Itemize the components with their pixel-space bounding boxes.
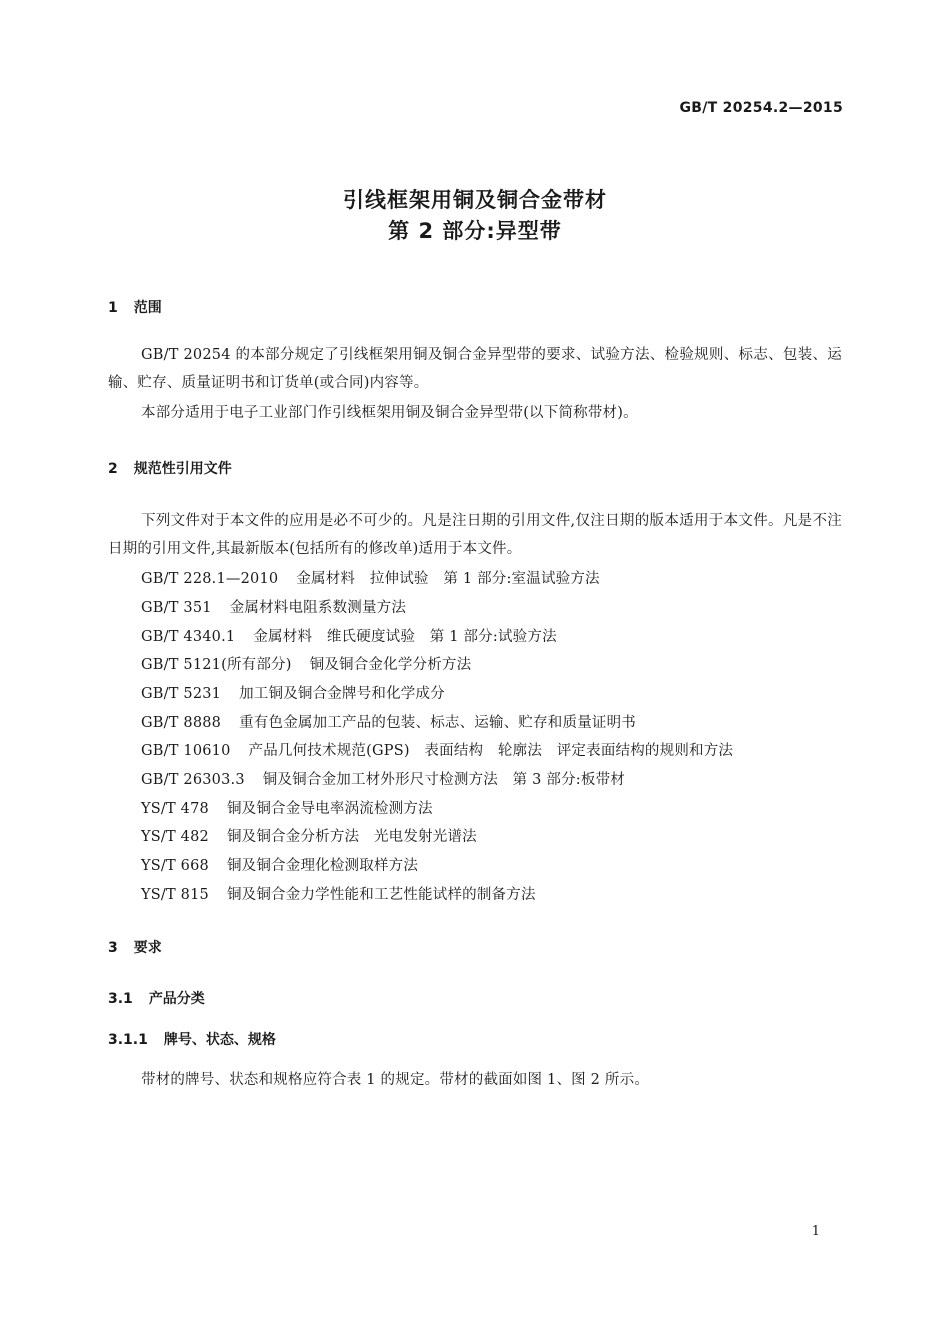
reference-item bbox=[141, 797, 433, 818]
subsection-title: 牌号、状态、规格 bbox=[163, 1032, 276, 1048]
section-title: 要求 bbox=[133, 940, 162, 956]
reference-code: YS/T 482 bbox=[141, 829, 209, 845]
reference-title: 铜及铜合金加工材外形尺寸检测方法 第 3 部分:板带材 bbox=[262, 772, 625, 788]
reference-title: 加工铜及铜合金牌号和化学成分 bbox=[239, 686, 445, 702]
standard-code: GB/T 20254.2—2015 bbox=[679, 100, 843, 116]
reference-item bbox=[141, 883, 536, 904]
reference-title: 铜及铜合金化学分析方法 bbox=[309, 657, 472, 673]
reference-item bbox=[141, 739, 733, 760]
reference-item bbox=[141, 854, 418, 875]
section-number: 1 bbox=[108, 300, 118, 316]
reference-title: 金属材料 拉伸试验 第 1 部分:室温试验方法 bbox=[296, 571, 600, 587]
reference-code: YS/T 478 bbox=[141, 801, 209, 817]
reference-title: 铜及铜合金导电率涡流检测方法 bbox=[226, 801, 433, 817]
requirements-paragraph: 带材的牌号、状态和规格应符合表 1 的规定。带材的截面如图 1、图 2 所示。 bbox=[141, 1072, 650, 1088]
subsection-heading-3-1 bbox=[108, 988, 205, 1008]
document-title-line2: 第 2 部分:异型带 bbox=[388, 219, 562, 243]
reference-code: GB/T 4340.1 bbox=[141, 629, 236, 645]
section-number: 2 bbox=[108, 461, 118, 477]
subsection-number: 3.1.1 bbox=[108, 1032, 148, 1048]
reference-code: GB/T 228.1—2010 bbox=[141, 571, 279, 587]
reference-title: 铜及铜合金力学性能和工艺性能试样的制备方法 bbox=[226, 887, 536, 903]
reference-title: 产品几何技术规范(GPS) 表面结构 轮廓法 评定表面结构的规则和方法 bbox=[248, 743, 734, 759]
scope-paragraph-1: GB/T 20254 的本部分规定了引线框架用铜及铜合金异型带的要求、试验方法、检验规则、标志、包装、运输、贮存、质量证明书和订货单(或合同)内容等。 bbox=[108, 347, 842, 391]
reference-code: GB/T 26303.3 bbox=[141, 772, 245, 788]
reference-title: 金属材料电阻系数测量方法 bbox=[229, 600, 407, 616]
reference-code: GB/T 5121(所有部分) bbox=[141, 657, 292, 673]
section-title: 范围 bbox=[133, 300, 162, 316]
page-number: 1 bbox=[811, 1224, 820, 1239]
section-number: 3 bbox=[108, 940, 118, 956]
reference-item bbox=[141, 682, 445, 703]
subsection-title: 产品分类 bbox=[148, 991, 205, 1007]
normative-refs-intro: 下列文件对于本文件的应用是必不可少的。凡是注日期的引用文件,仅注日期的版本适用于本文件。凡是不注日期的引用文件,其最新版本(包括所有的修改单)适用于本文件。 bbox=[108, 513, 842, 557]
scope-paragraph-2: 本部分适用于电子工业部门作引线框架用铜及铜合金异型带(以下简称带材)。 bbox=[141, 405, 638, 421]
reference-code: GB/T 351 bbox=[141, 600, 212, 616]
reference-code: YS/T 815 bbox=[141, 887, 209, 903]
reference-title: 铜及铜合金理化检测取样方法 bbox=[226, 858, 419, 874]
reference-title: 金属材料 维氏硬度试验 第 1 部分:试验方法 bbox=[253, 629, 557, 645]
subsection-heading-3-1-1 bbox=[108, 1029, 276, 1049]
section-title: 规范性引用文件 bbox=[133, 461, 232, 477]
reference-code: GB/T 5231 bbox=[141, 686, 222, 702]
reference-title: 铜及铜合金分析方法 光电发射光谱法 bbox=[226, 829, 477, 845]
reference-code: GB/T 10610 bbox=[141, 743, 231, 759]
subsection-number: 3.1 bbox=[108, 991, 133, 1007]
reference-item bbox=[141, 711, 636, 732]
section-heading-requirements bbox=[108, 937, 162, 957]
document-title-line1: 引线框架用铜及铜合金带材 bbox=[343, 188, 607, 212]
reference-item bbox=[141, 596, 406, 617]
reference-code: GB/T 8888 bbox=[141, 715, 222, 731]
reference-item bbox=[141, 625, 557, 646]
section-heading-scope bbox=[108, 297, 162, 317]
reference-title: 重有色金属加工产品的包装、标志、运输、贮存和质量证明书 bbox=[239, 715, 637, 731]
reference-item bbox=[141, 567, 600, 588]
reference-item bbox=[141, 825, 477, 846]
section-heading-normative-refs bbox=[108, 458, 232, 478]
reference-item bbox=[141, 768, 625, 789]
reference-item bbox=[141, 653, 471, 674]
reference-code: YS/T 668 bbox=[141, 858, 209, 874]
